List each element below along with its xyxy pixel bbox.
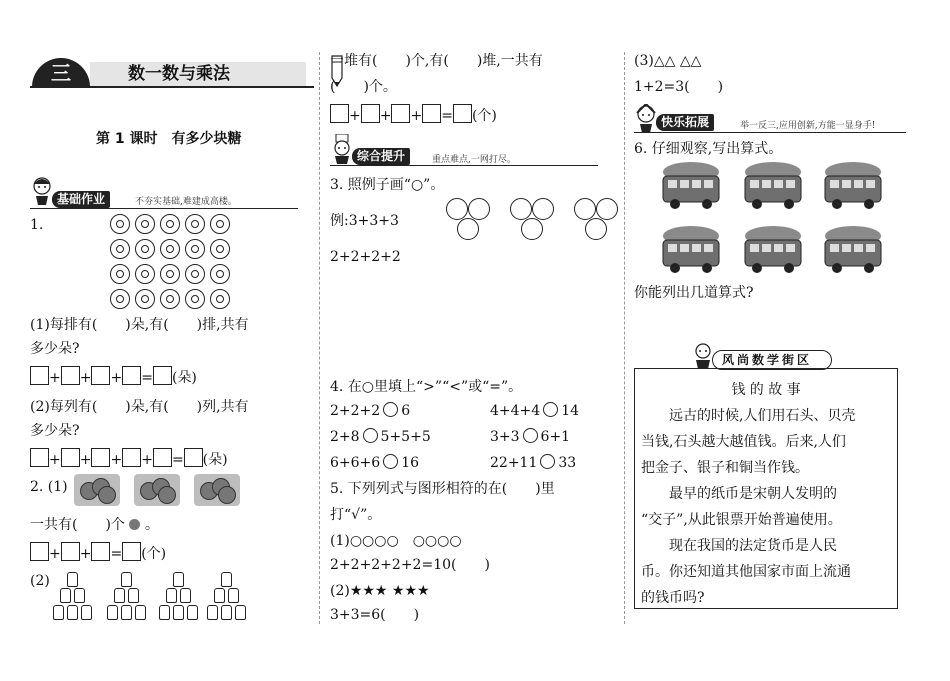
can-stack (106, 572, 146, 624)
q2-number: 2. (1) (30, 479, 68, 495)
cartoon-chef-icon (330, 134, 354, 164)
circle-group-example (510, 198, 556, 242)
answer-box[interactable] (330, 104, 349, 123)
unit-number: 三 (51, 61, 71, 85)
compare-circle[interactable] (523, 428, 538, 443)
story-line: 现在我国的法定货币是人民 (641, 538, 837, 554)
q5-shapes2: (2)★★★ ★★★ (330, 583, 430, 599)
story-line: 币。你还知道其他国家市面上流通 (641, 564, 851, 580)
answer-box[interactable] (61, 366, 80, 385)
fruit-plate-image (74, 474, 120, 506)
compare-circle[interactable] (363, 428, 378, 443)
story-line: “交子”,从此银票开始普遍使用。 (641, 512, 842, 528)
q4-title: 4. 在○里填上“>”“<”或“=”。 (330, 379, 523, 395)
q5-equation1: 2+2+2+2+2=10( ) (330, 557, 490, 573)
answer-box[interactable] (91, 542, 110, 561)
circle-group-example (446, 198, 492, 242)
circle-group-example (574, 198, 620, 242)
can-stack (158, 572, 198, 624)
flower-grid (110, 214, 240, 310)
q5-shapes3: (3)△△ △△ (634, 53, 702, 69)
bus-image (660, 226, 722, 276)
answer-box[interactable] (422, 104, 441, 123)
answer-box[interactable] (91, 366, 110, 385)
q2-equation2: + + + = (个) (330, 104, 497, 125)
fruit-plate-image (194, 474, 240, 506)
unit-title: 数一数与乘法 (128, 64, 230, 84)
bus-image (742, 226, 804, 276)
story-line: 当钱,石头越大越值钱。后来,人们 (641, 434, 846, 450)
q1-part1: (1)每排有( )朵,有( )排,共有 (30, 317, 249, 333)
cartoon-reader-icon (692, 342, 714, 370)
q6-title: 6. 仔细观察,写出算式。 (634, 141, 783, 157)
cartoon-boy-icon (30, 176, 54, 206)
compare-circle[interactable] (543, 402, 558, 417)
answer-box[interactable] (153, 448, 172, 467)
q3-drawing-area[interactable] (330, 270, 610, 370)
compare-circle[interactable] (383, 454, 398, 469)
section-street-label: 风尚数学街区 (722, 353, 813, 367)
answer-box[interactable] (122, 448, 141, 467)
story-line: 远古的时候,人们用石头、贝壳 (641, 408, 856, 424)
section-improve-note: 重点难点,一网打尽。 (432, 155, 516, 165)
q5-title: 5. 下列列式与图形相符的在( )里 (330, 481, 555, 497)
answer-box[interactable] (30, 366, 49, 385)
answer-box[interactable] (61, 448, 80, 467)
answer-box[interactable] (30, 542, 49, 561)
q4-row: 6+6+6 16 (330, 455, 420, 471)
answer-box[interactable] (30, 448, 49, 467)
section-basic-rule (30, 208, 298, 209)
answer-box[interactable] (153, 366, 172, 385)
q1-equation2: + + + + = (朵) (30, 448, 228, 469)
q6-ask: 你能列出几道算式? (634, 285, 754, 301)
section-extend-label: 快乐拓展 (656, 114, 714, 131)
q2-col2-line2: ( )个。 (330, 79, 397, 95)
section-basic-label: 基础作业 (52, 191, 110, 208)
story-title: 钱 的 故 事 (731, 382, 801, 398)
q1-number: 1. (30, 217, 44, 233)
q1-equation1: + + + = (朵) (30, 366, 197, 387)
section-improve-rule (330, 165, 598, 166)
answer-box[interactable] (391, 104, 410, 123)
q2-sub2: (2) (30, 573, 50, 589)
q1-part1-line2: 多少朵? (30, 341, 80, 357)
can-stack (52, 572, 92, 624)
answer-box[interactable] (361, 104, 380, 123)
story-box (634, 368, 898, 609)
q4-row: 3+3 6+1 (490, 429, 571, 445)
answer-box[interactable] (122, 542, 141, 561)
bus-image (660, 162, 722, 212)
section-improve-label: 综合提升 (352, 148, 410, 165)
section-extend-note: 举一反三,应用创新,方能一显身手! (740, 121, 876, 131)
q5-title-line2: 打“√”。 (330, 507, 382, 523)
bus-image (822, 162, 884, 212)
q1-part2: (2)每列有( )朵,有( )列,共有 (30, 399, 249, 415)
q3-task: 2+2+2+2 (330, 249, 401, 265)
unit-label: (朵) (202, 452, 228, 468)
q4-row: 22+11 33 (490, 455, 577, 471)
q4-row: 4+4+4 14 (490, 403, 580, 419)
q2-total-line: 一共有( )个 。 (30, 517, 159, 533)
math-street-banner (700, 348, 834, 370)
story-line: 最早的纸币是宋朝人发明的 (641, 486, 837, 502)
answer-box[interactable] (91, 448, 110, 467)
column-divider (624, 52, 625, 624)
column-divider (319, 52, 320, 624)
q3-example: 例:3+3+3 (330, 213, 399, 229)
fruit-plate-image (134, 474, 180, 506)
q5-equation2: 3+3=6( ) (330, 607, 420, 623)
answer-box[interactable] (61, 542, 80, 561)
q4-row: 2+8 5+5+5 (330, 429, 431, 445)
q2-equation1: + + = (个) (30, 542, 166, 563)
answer-box[interactable] (122, 366, 141, 385)
story-line: 的钱币吗? (641, 590, 705, 606)
section-extend-rule (634, 132, 906, 133)
answer-box[interactable] (453, 104, 472, 123)
can-stack (206, 572, 246, 624)
q5-shapes1: (1)○○○○ ○○○○ (330, 533, 462, 549)
story-line: 把金子、银子和铜当作钱。 (641, 460, 809, 476)
lesson-title: 第 1 课时 有多少块糖 (96, 131, 242, 147)
section-basic-note: 不夯实基础,难建成高楼。 (135, 197, 237, 207)
compare-circle[interactable] (383, 402, 398, 417)
q4-row: 2+2+2 6 (330, 403, 411, 419)
unit-header (30, 58, 314, 88)
q2-col2-line1: 一堆有( )个,有( )堆,一共有 (330, 53, 543, 69)
q5-equation3: 1+2=3( ) (634, 79, 724, 95)
q3-title: 3. 照例子画“○”。 (330, 177, 445, 193)
cartoon-kid-icon (634, 104, 658, 134)
q1-part2-line2: 多少朵? (30, 423, 80, 439)
unit-number-badge (32, 58, 90, 88)
compare-circle[interactable] (540, 454, 555, 469)
answer-box[interactable] (184, 448, 203, 467)
unit-label: (朵) (171, 370, 197, 386)
bus-image (742, 162, 804, 212)
unit-label: (个) (141, 546, 167, 562)
fruit-icon (129, 519, 140, 530)
unit-label: (个) (471, 108, 497, 124)
bus-image (822, 226, 884, 276)
